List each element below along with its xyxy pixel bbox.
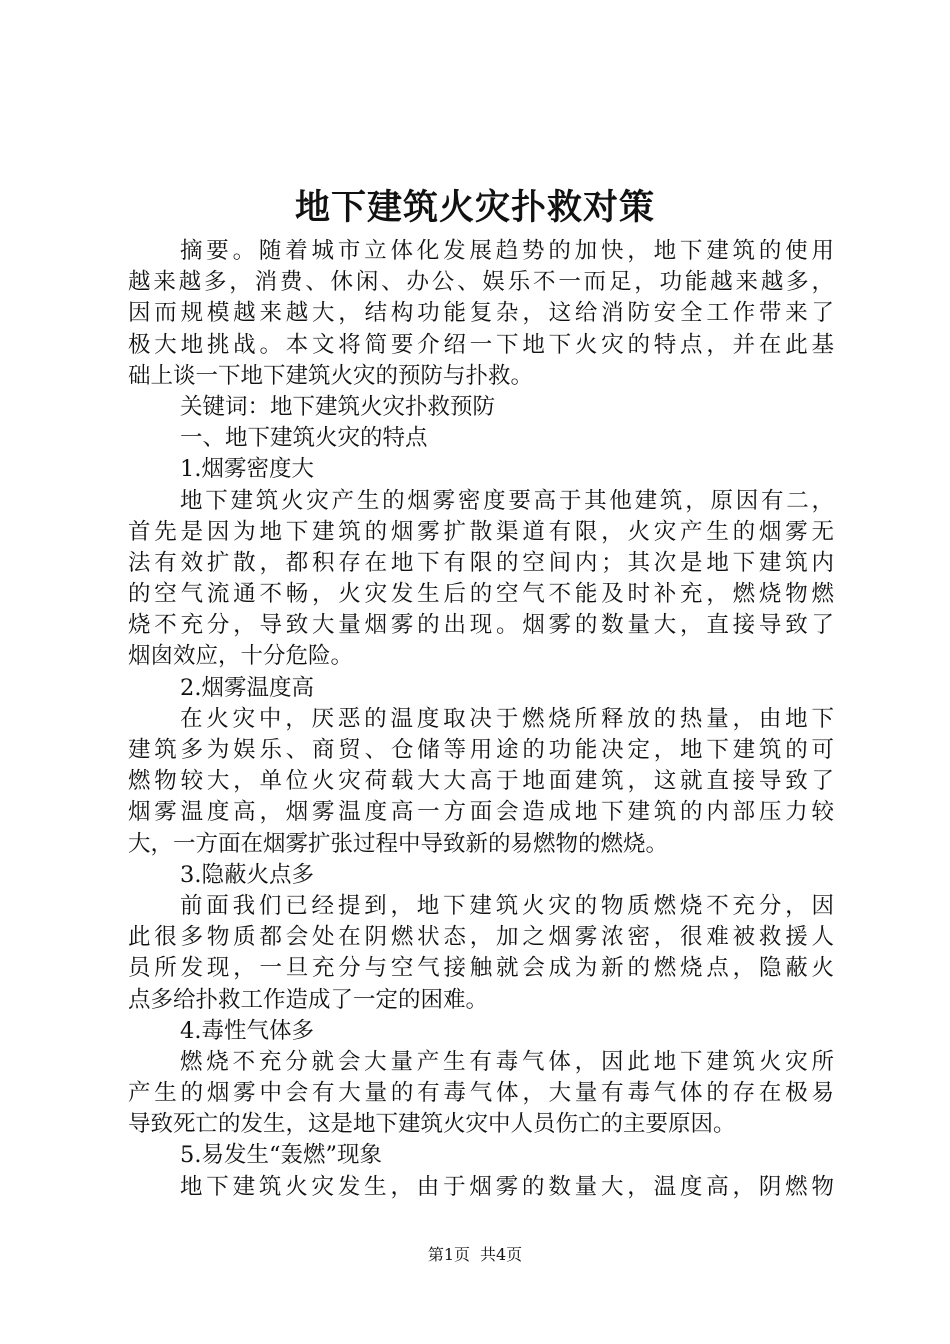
subsection-heading: 1.烟雾密度大: [180, 456, 314, 483]
paragraph-line: 大，一方面在烟雾扩张过程中导致新的易燃物的燃烧。: [128, 830, 669, 857]
subsection-heading: 4.毒性气体多: [180, 1017, 314, 1044]
paragraph-line: 此很多物质都会处在阴燃状态，加之烟雾浓密，很难被救援人: [128, 924, 834, 951]
paragraph-line: 烧不充分，导致大量烟雾的出现。烟雾的数量大，直接导致了: [128, 612, 834, 639]
page-footer: [0, 1244, 950, 1266]
paragraph-line: 燃烧不充分就会大量产生有毒气体，因此地下建筑火灾所: [180, 1048, 834, 1075]
paragraph-line: 导致死亡的发生，这是地下建筑火灾中人员伤亡的主要原因。: [128, 1111, 736, 1138]
paragraph-line: 烟囱效应，十分危险。: [128, 643, 354, 670]
paragraph-line: 地下建筑火灾发生，由于烟雾的数量大，温度高，阴燃物: [180, 1173, 834, 1200]
page-total: 共4页: [480, 1245, 523, 1264]
abstract-line: 础上谈一下地下建筑火灾的预防与扑救。: [128, 362, 534, 389]
paragraph-line: 建筑多为娱乐、商贸、仓储等用途的功能决定，地下建筑的可: [128, 737, 834, 763]
paragraph-line: 点多给扑救工作造成了一定的困难。: [128, 986, 489, 1013]
paragraph-line: 首先是因为地下建筑的烟雾扩散渠道有限，火灾产生的烟雾无: [128, 518, 834, 545]
paragraph-line: 在火灾中，厌恶的温度取决于燃烧所释放的热量，由地下: [180, 705, 834, 732]
paragraph-line: 地下建筑火灾产生的烟雾密度要高于其他建筑，原因有二，: [180, 487, 834, 514]
paragraph-line: 烟雾温度高，烟雾温度高一方面会造成地下建筑的内部压力较: [128, 799, 834, 826]
paragraph-line: 前面我们已经提到，地下建筑火灾的物质燃烧不充分，因: [180, 892, 834, 919]
paragraph-line: 法有效扩散，都积存在地下有限的空间内；其次是地下建筑内: [128, 549, 834, 576]
abstract-line: 越来越多，消费、休闲、办公、娱乐不一而足，功能越来越多，: [128, 269, 834, 296]
subsection-heading: 3.隐蔽火点多: [180, 861, 314, 888]
paragraph-line: 产生的烟雾中会有大量的有毒气体，大量有毒气体的存在极易: [128, 1080, 834, 1107]
subsection-heading: 5.易发生“轰燃”现象: [180, 1142, 382, 1169]
subsection-heading: 2.烟雾温度高: [180, 674, 314, 701]
paragraph-line: 的空气流通不畅，火灾发生后的空气不能及时补充，燃烧物燃: [128, 581, 834, 608]
abstract-line: 极大地挑战。本文将简要介绍一下地下火灾的特点，并在此基: [128, 331, 834, 358]
abstract-line: 因而规模越来越大，结构功能复杂，这给消防安全工作带来了: [128, 300, 834, 327]
abstract-line: 摘要。随着城市立体化发展趋势的加快，地下建筑的使用: [180, 238, 834, 264]
page-number: 第1页: [427, 1245, 470, 1264]
paragraph-line: 员所发现，一旦充分与空气接触就会成为新的燃烧点，隐蔽火: [128, 955, 834, 982]
paragraph-line: 燃物较大，单位火灾荷载大大高于地面建筑，这就直接导致了: [128, 768, 834, 795]
section-heading: 一、地下建筑火灾的特点: [180, 425, 428, 452]
keywords-line: 关键词：地下建筑火灾扑救预防: [180, 393, 496, 420]
document-title: 地下建筑火灾扑救对策: [294, 187, 655, 228]
document-body: [128, 236, 834, 1203]
